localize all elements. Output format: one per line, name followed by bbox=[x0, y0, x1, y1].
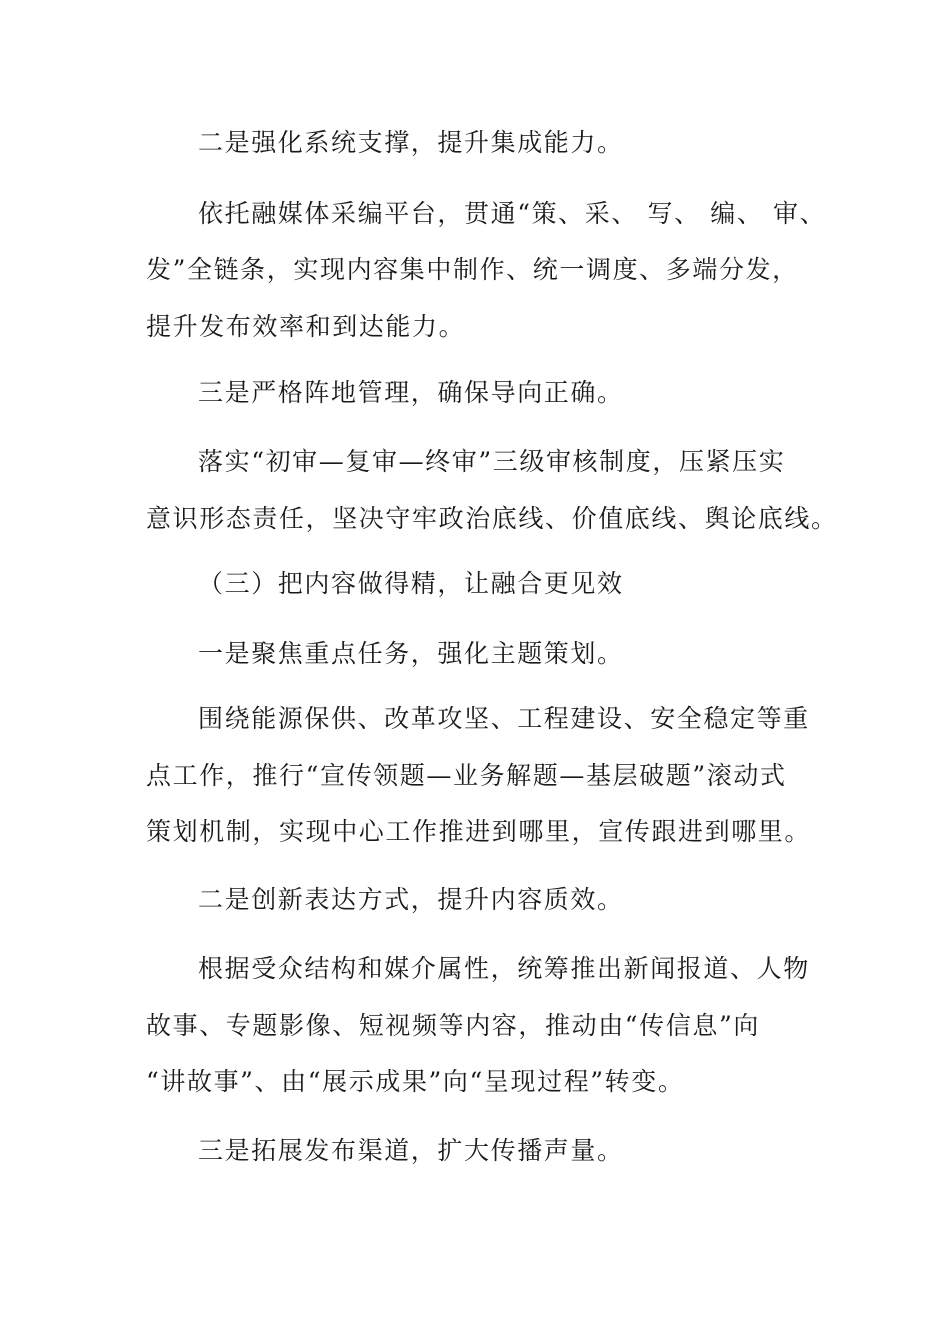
subheading-strengthen-system: 二是强化系统支撑，提升集成能力。 bbox=[198, 128, 624, 157]
paragraph-line: 落实“初审—复审—终审”三级审核制度，压紧压实 bbox=[198, 447, 786, 476]
paragraph-line: 围绕能源保供、改革攻坚、工程建设、安全稳定等重 bbox=[198, 704, 810, 733]
section-heading-three: （三）把内容做得精，让融合更见效 bbox=[198, 569, 624, 598]
subheading-focus-tasks: 一是聚焦重点任务，强化主题策划。 bbox=[198, 639, 624, 668]
paragraph-line: 根据受众结构和媒介属性，统筹推出新闻报道、人物 bbox=[198, 954, 810, 983]
paragraph-line: 策划机制，实现中心工作推进到哪里，宣传跟进到哪里。 bbox=[146, 817, 812, 846]
paragraph-line: 依托融媒体采编平台，贯通“策、采、 写、 编、 审、 bbox=[198, 199, 827, 228]
paragraph-line: “讲故事”、由“展示成果”向“呈现过程”转变。 bbox=[146, 1067, 685, 1096]
subheading-innovate-expression: 二是创新表达方式，提升内容质效。 bbox=[198, 885, 624, 914]
paragraph-line: 提升发布效率和到达能力。 bbox=[146, 312, 466, 341]
paragraph-line: 意识形态责任，坚决守牢政治底线、价值底线、舆论底线。 bbox=[146, 504, 838, 533]
subheading-expand-channels: 三是拓展发布渠道，扩大传播声量。 bbox=[198, 1136, 624, 1165]
subheading-position-management: 三是严格阵地管理，确保导向正确。 bbox=[198, 378, 624, 407]
paragraph-line: 故事、专题影像、短视频等内容，推动由“传信息”向 bbox=[146, 1011, 760, 1040]
paragraph-line: 点工作，推行“宣传领题—业务解题—基层破题”滚动式 bbox=[146, 761, 787, 790]
paragraph-line: 发”全链条，实现内容集中制作、统一调度、多端分发， bbox=[146, 255, 799, 284]
